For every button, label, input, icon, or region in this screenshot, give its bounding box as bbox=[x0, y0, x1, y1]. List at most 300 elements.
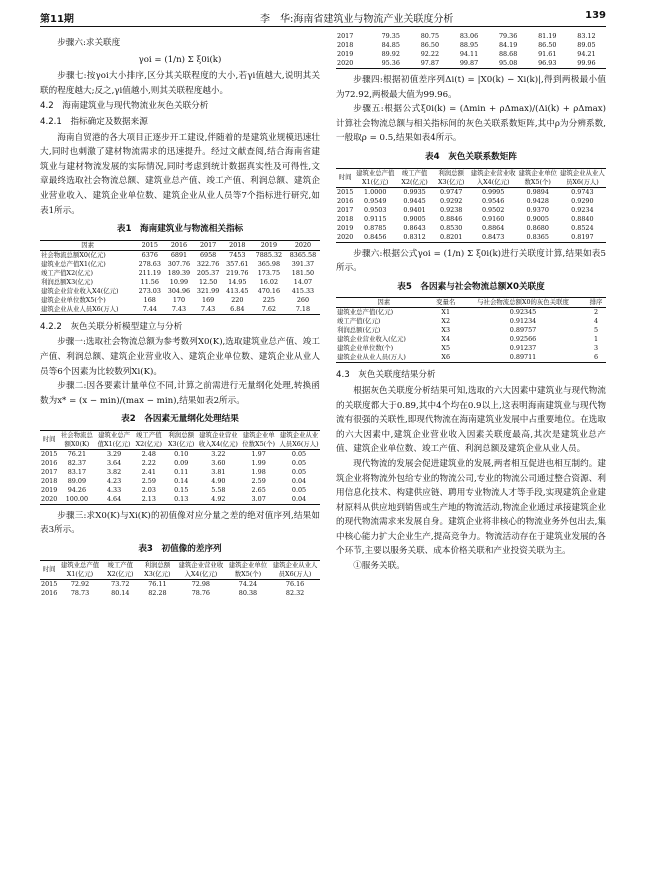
table-cell: 83.12 bbox=[577, 32, 596, 40]
section-4-2-1-paragraph: 海南自贸港的各大项目正逐步开工建设,伴随着的是建筑业规模迅速壮大,同时也刺激了建材物流需求的迅速提升。经过文献查阅,结合海南省建筑业与建材物流发展的实际情况,同时考虑到统计数据真实性及可得性,文章最终选取社会物流总额、建筑业总产值、竣工产值、利润总额、建筑企业营业收入、建筑企业单位数、建筑企业从业人员等7个指标进行研究,如表1所示。 bbox=[40, 132, 320, 216]
table-cell: 79.35 bbox=[381, 32, 400, 40]
table-cell: 0.8312 bbox=[403, 232, 426, 241]
table-cell: 3.60 bbox=[211, 458, 226, 467]
table-cell: 2.13 bbox=[141, 494, 156, 503]
table-cell: 0.8785 bbox=[364, 223, 387, 232]
table-cell: 0.91237 bbox=[509, 344, 537, 353]
table-cell: 0.8201 bbox=[439, 232, 463, 241]
table-cell: 6891 bbox=[170, 250, 188, 259]
table-cell: 321.99 bbox=[196, 286, 220, 295]
table-cell: 88.95 bbox=[459, 41, 479, 49]
table-row bbox=[336, 32, 606, 41]
table-cell: 0.9160 bbox=[481, 214, 505, 223]
table-cell: 0.04 bbox=[291, 494, 307, 503]
table-cell: 307.76 bbox=[167, 259, 191, 268]
table1-header-cell: 因素 bbox=[40, 240, 135, 250]
table5-body bbox=[336, 308, 606, 363]
table-cell: 2.03 bbox=[141, 485, 156, 494]
table-cell: 0.89757 bbox=[509, 326, 537, 335]
table-cell: 89.92 bbox=[381, 50, 400, 58]
table-cell: 96.93 bbox=[538, 59, 557, 67]
table-row bbox=[40, 579, 320, 589]
table-cell: 7.44 bbox=[142, 304, 157, 313]
table-cell: 219.76 bbox=[226, 268, 249, 277]
table-cell: 0.9503 bbox=[364, 205, 387, 214]
table-cell: 0.9549 bbox=[364, 196, 387, 205]
table-cell: 0.9428 bbox=[526, 196, 549, 205]
table-cell: 89.05 bbox=[577, 41, 596, 49]
table-cell: 1 bbox=[594, 335, 599, 344]
table-cell: 0.8530 bbox=[439, 223, 463, 232]
table1-header-cell: 2018 bbox=[223, 240, 252, 250]
table-cell: 0.04 bbox=[291, 476, 307, 485]
table2-body bbox=[40, 449, 320, 504]
table-cell: 2018 bbox=[337, 41, 354, 49]
step1-text: 步骤一:选取社会物流总额为参考数列X0(K),选取建筑业总产值、竣工产值、利润总额、建筑企业营业收入、建筑企业单位数、建筑企业从业人员等6个因素为比较数列Xi(K)。 bbox=[40, 337, 320, 377]
table-cell: 82.37 bbox=[67, 458, 87, 467]
table-cell: 0.9290 bbox=[571, 196, 594, 205]
table-row bbox=[40, 269, 320, 278]
table-cell: 0.8473 bbox=[481, 232, 505, 241]
table-cell: 3.22 bbox=[211, 449, 226, 458]
table-cell: 0.09 bbox=[174, 458, 189, 467]
table-cell: 2019 bbox=[41, 485, 58, 494]
table-cell: 94.21 bbox=[577, 50, 596, 58]
table-cell: 0.9292 bbox=[439, 196, 463, 205]
table-cell: 2016 bbox=[337, 196, 354, 205]
table5-header-cell: 排序 bbox=[586, 298, 606, 308]
table1-body bbox=[40, 250, 320, 314]
table-cell: 211.19 bbox=[138, 268, 161, 277]
table-cell: 14.95 bbox=[228, 277, 247, 286]
table-cell: 0.14 bbox=[174, 476, 189, 485]
table-cell: 7.62 bbox=[261, 304, 276, 313]
table2-header-cell: 建筑企业营业收入X4(亿元) bbox=[198, 430, 238, 448]
table-cell: 3 bbox=[594, 344, 599, 353]
table-cell: 2019 bbox=[337, 50, 354, 58]
table-cell: 0.8840 bbox=[571, 214, 594, 223]
table-cell: 78.76 bbox=[191, 588, 210, 597]
table-row bbox=[336, 206, 606, 215]
table-cell: 365.98 bbox=[257, 259, 281, 268]
table1-header-cell: 2020 bbox=[286, 240, 320, 250]
table-row bbox=[336, 326, 606, 335]
table-cell: 2.48 bbox=[141, 449, 156, 458]
table-cell: 0.05 bbox=[291, 449, 307, 458]
table-row bbox=[40, 278, 320, 287]
table4-header-cell: 建筑企业从业人员X6(万人) bbox=[559, 168, 605, 186]
table-cell: 0.92345 bbox=[509, 308, 537, 317]
table-cell: 304.96 bbox=[167, 286, 191, 295]
table-cell: 2015 bbox=[41, 449, 58, 458]
table-cell: 95.08 bbox=[498, 59, 518, 67]
table-cell: 建筑业总产值X1(亿元) bbox=[41, 259, 106, 268]
table-row bbox=[336, 335, 606, 344]
table-cell: 470.16 bbox=[257, 286, 281, 295]
table-cell: 0.9370 bbox=[526, 205, 549, 214]
table-row bbox=[336, 224, 606, 233]
table-row bbox=[40, 305, 320, 315]
table2-header-cell: 竣工产值X2(亿元) bbox=[133, 430, 165, 449]
table2 bbox=[40, 430, 320, 505]
table-cell: 1.97 bbox=[251, 449, 266, 458]
table-cell: 2018 bbox=[337, 214, 354, 223]
table-cell: 76.11 bbox=[148, 579, 167, 588]
table-cell: 6376 bbox=[141, 250, 158, 259]
table-cell: 2.59 bbox=[141, 476, 156, 485]
table-cell: 322.76 bbox=[196, 259, 220, 268]
table4-caption: 表4 灰色关联系数矩阵 bbox=[425, 151, 517, 162]
step7-text: 步骤七:按γoi大小排序,区分其关联程度的大小,若γi值越大,说明其关联的程度越大;反之,γi值越小,则其关联程度越小。 bbox=[40, 71, 320, 96]
table-cell: 220 bbox=[231, 295, 244, 304]
table-cell: 7.43 bbox=[171, 304, 187, 313]
table-cell: 10.99 bbox=[169, 277, 189, 286]
table-cell: 2020 bbox=[41, 494, 58, 503]
table-cell: 建筑企业单位数(个) bbox=[337, 344, 394, 353]
table-cell: X2 bbox=[441, 317, 451, 326]
table-cell: 86.50 bbox=[420, 41, 440, 49]
table4-header-cell: 建筑企业营业收入X4(亿元) bbox=[470, 168, 516, 186]
table-cell: 3.64 bbox=[106, 458, 122, 467]
table-cell: 2020 bbox=[337, 232, 354, 241]
table3-header-cell: 建筑企业从业人员X6(万人) bbox=[270, 560, 320, 579]
table-row bbox=[336, 187, 606, 197]
table-cell: 2017 bbox=[337, 205, 354, 214]
table-cell: 278.63 bbox=[138, 259, 161, 268]
table-cell: 0.92566 bbox=[509, 335, 537, 344]
table-cell: 4 bbox=[594, 317, 599, 326]
right-column bbox=[336, 32, 606, 574]
table-cell: 6.84 bbox=[230, 304, 245, 313]
table-cell: 1.0000 bbox=[364, 187, 387, 196]
table-cell: 2.65 bbox=[251, 485, 266, 494]
table-cell: 4.33 bbox=[106, 485, 122, 494]
section-4-2-heading: 4.2 海南建筑业与现代物流业灰色关联分析 bbox=[40, 101, 209, 112]
table-cell: 0.9115 bbox=[364, 214, 387, 223]
table-cell: 0.9546 bbox=[481, 196, 505, 205]
table-cell: 0.05 bbox=[291, 458, 307, 467]
table-cell: 73.72 bbox=[111, 579, 130, 588]
table2-header-cell: 建筑企业单位数X5(个) bbox=[239, 430, 278, 449]
table-cell: 0.9234 bbox=[571, 205, 594, 214]
table-row bbox=[336, 317, 606, 326]
table3-header-cell: 利润总额X3(亿元) bbox=[139, 560, 176, 579]
table-cell: 建筑企业从业人员X6(万人) bbox=[41, 304, 119, 313]
table-row bbox=[336, 197, 606, 206]
table-row bbox=[40, 477, 320, 486]
table-cell: 391.37 bbox=[291, 259, 315, 268]
table-cell: 91.61 bbox=[538, 50, 557, 58]
table-row bbox=[336, 344, 606, 353]
table-cell: 0.9401 bbox=[403, 205, 426, 214]
table-cell: X4 bbox=[441, 335, 451, 344]
table-cell: 0.8365 bbox=[526, 232, 549, 241]
table-row bbox=[40, 296, 320, 305]
table-cell: 92.22 bbox=[420, 50, 440, 58]
table-row bbox=[40, 468, 320, 477]
table2-header-cell: 建筑业总产值X1(亿元) bbox=[95, 430, 132, 449]
table1-header-cell: 2016 bbox=[164, 240, 193, 250]
table-cell: 12.50 bbox=[198, 277, 218, 286]
table-cell: 84.19 bbox=[498, 41, 518, 49]
section-4-2-2-heading: 4.2.2 灰色关联分析模型建立与分析 bbox=[40, 321, 183, 332]
table-cell: 5.58 bbox=[211, 485, 226, 494]
table-row bbox=[336, 41, 606, 50]
table-cell: 260 bbox=[296, 295, 310, 304]
table-cell: 83.06 bbox=[459, 32, 479, 40]
table-cell: 94.26 bbox=[67, 485, 87, 494]
table-cell: 0.9445 bbox=[403, 196, 426, 205]
table-cell: 4.90 bbox=[211, 476, 226, 485]
table4-header-cell: 建筑企业单位数X5(个) bbox=[518, 168, 557, 186]
table-cell: 81.19 bbox=[538, 32, 557, 40]
table3-continued bbox=[336, 32, 606, 69]
table-cell: 0.8524 bbox=[571, 223, 594, 232]
table-row bbox=[336, 59, 606, 69]
table-cell: 78.73 bbox=[70, 588, 90, 597]
table-cell: 2019 bbox=[337, 223, 354, 232]
table5-header-cell: 与社会物流总额X0的灰色关联度 bbox=[460, 298, 586, 308]
table4-header-cell: 利润总额X3(亿元) bbox=[433, 168, 470, 187]
table-row bbox=[40, 495, 320, 505]
table5 bbox=[336, 297, 606, 363]
table-cell: 0.8643 bbox=[403, 223, 426, 232]
table-cell: 72.98 bbox=[191, 579, 210, 588]
table-cell: 74.24 bbox=[238, 579, 258, 588]
table4-header-cell: 竣工产值X2(亿元) bbox=[396, 168, 433, 187]
step4-text: 步骤四:根据初值差序列Δi(t) = |X0(k) − Xi(k)|,得到两极最小值为72.92,两极最大值为99.96。 bbox=[336, 75, 606, 100]
table2-header-cell: 利润总额X3(亿元) bbox=[165, 430, 197, 449]
table-cell: X3 bbox=[441, 326, 451, 335]
table-cell: 7.43 bbox=[201, 304, 216, 313]
table-row bbox=[336, 353, 606, 363]
table-cell: 0.05 bbox=[291, 467, 307, 476]
table-cell: 16.02 bbox=[259, 277, 279, 286]
table-row bbox=[40, 260, 320, 269]
table-cell: 76.16 bbox=[285, 579, 305, 588]
table-cell: 3.82 bbox=[106, 467, 122, 476]
table1-caption: 表1 海南建筑业与物流相关指标 bbox=[116, 224, 244, 235]
table-cell: 0.15 bbox=[174, 485, 189, 494]
table-cell: 2018 bbox=[41, 476, 58, 485]
table-cell: 1.98 bbox=[251, 467, 266, 476]
table-cell: 3.07 bbox=[251, 494, 266, 503]
table-cell: 415.33 bbox=[291, 286, 315, 295]
table-row bbox=[40, 449, 320, 459]
table1-header-cell: 2017 bbox=[194, 240, 223, 250]
service-association-item: ①服务关联。 bbox=[353, 561, 405, 572]
table-cell: 82.32 bbox=[285, 588, 305, 597]
table-cell: 181.50 bbox=[291, 268, 315, 277]
table2-header-cell: 建筑企业从业人员X6(万人) bbox=[279, 430, 319, 448]
table-cell: 80.38 bbox=[238, 588, 258, 597]
step6-text: 步骤六:根据公式γoi = (1/n) Σ ξ0i(k)进行关联度计算,结果如表5所示。 bbox=[336, 248, 606, 274]
table-cell: 169 bbox=[202, 295, 215, 304]
table1 bbox=[40, 240, 320, 315]
section-4-2-1-heading: 4.2.1 指标确定及数据来源 bbox=[40, 116, 148, 127]
table-cell: 2020 bbox=[337, 59, 354, 67]
table-cell: 8365.58 bbox=[289, 250, 317, 259]
table-cell: 0.9894 bbox=[526, 187, 549, 196]
page-number: 139 bbox=[585, 10, 606, 21]
table-row bbox=[40, 459, 320, 468]
table-cell: 76.21 bbox=[67, 449, 87, 458]
table4-header-cell: 时间 bbox=[336, 168, 354, 187]
table4 bbox=[336, 168, 606, 243]
table-row bbox=[336, 50, 606, 59]
table2-header-cell: 时间 bbox=[40, 430, 58, 449]
table-cell: 建筑企业单位数X5(个) bbox=[41, 295, 106, 304]
table-cell: 79.36 bbox=[498, 32, 518, 40]
left-column bbox=[40, 36, 320, 598]
step2-text: 步骤二:因各要素计量单位不同,计算之前需进行无量纲化处理,转换函数为x* = (x − min)/(max − min),结果如表2所示。 bbox=[40, 381, 320, 406]
table-cell: 4.23 bbox=[106, 476, 122, 485]
table-cell: 89.09 bbox=[67, 476, 87, 485]
table3-header-cell: 建筑业总产值X1(亿元) bbox=[58, 560, 101, 579]
table-cell: 0.8680 bbox=[526, 223, 549, 232]
table-cell: 利润总额(亿元) bbox=[337, 326, 381, 335]
header-rule bbox=[40, 26, 606, 27]
table-cell: 建筑业总产值(亿元) bbox=[337, 308, 394, 317]
table-cell: 6 bbox=[594, 353, 599, 362]
table-cell: 7453 bbox=[229, 250, 246, 259]
table-cell: 94.11 bbox=[459, 50, 479, 58]
table-cell: 189.39 bbox=[167, 268, 191, 277]
table-cell: 84.85 bbox=[381, 41, 400, 49]
table-cell: 0.13 bbox=[174, 494, 189, 503]
section-4-3-paragraph-1: 根据灰色关联度分析结果可知,选取的六大因素中建筑业与现代物流的关联度都大于0.89,其中4个均在0.9以上,这表明海南建筑业与现代物流有很强的关联性,即现代物流在海南建筑业发展中占重要地位。在选取的六大因素中,建筑企业营业收入因素关联度最高,其次是建筑业总产值、建筑企业单位数、竣工产值、利润总额及建筑企业从业人员。 bbox=[336, 385, 606, 455]
table3-caption: 表3 初值像的差序列 bbox=[138, 544, 222, 555]
table2-header-cell: 社会物流总额X0(K) bbox=[58, 430, 95, 449]
table-cell: 0.9005 bbox=[526, 214, 549, 223]
table-cell: 1.99 bbox=[251, 458, 266, 467]
table-cell: 建筑企业营业收入(亿元) bbox=[337, 335, 406, 344]
table-cell: 357.61 bbox=[226, 259, 249, 268]
table-cell: 0.91234 bbox=[509, 317, 537, 326]
table-cell: 168 bbox=[143, 295, 156, 304]
table-cell: 2016 bbox=[41, 458, 58, 467]
section-4-3-heading: 4.3 灰色关联度结果分析 bbox=[336, 370, 436, 381]
issue-number: 第11期 bbox=[40, 14, 74, 25]
table-cell: 99.87 bbox=[459, 59, 479, 67]
table-cell: X1 bbox=[441, 308, 451, 317]
table-cell: 4.92 bbox=[211, 494, 226, 503]
table-cell: 2015 bbox=[337, 187, 354, 196]
table-cell: 建筑企业从业人员(万人) bbox=[337, 353, 406, 362]
table-cell: 0.8456 bbox=[364, 232, 387, 241]
table-cell: 2017 bbox=[41, 467, 58, 476]
table1-header-cell: 2015 bbox=[135, 240, 164, 250]
table-row bbox=[40, 589, 320, 598]
table-cell: 0.8864 bbox=[481, 223, 505, 232]
running-title: 李 华:海南省建筑业与物流产业关联度分析 bbox=[260, 14, 454, 25]
table-cell: 0.9747 bbox=[439, 187, 463, 196]
table3-header-cell: 建筑企业单位数X5(个) bbox=[226, 560, 270, 579]
table-cell: 2016 bbox=[41, 588, 58, 597]
table-cell: 0.9995 bbox=[481, 187, 505, 196]
step6-intro: 步骤六:求关联度 bbox=[57, 38, 121, 48]
table-row bbox=[336, 233, 606, 243]
table-cell: 0.89711 bbox=[509, 353, 537, 362]
section-4-3-paragraph-2: 现代物流的发展会促进建筑业的发展,两者相互促进也相互制约。建筑企业将物流外包给专业的物流公司,专业的物流公司通过整合资源、利用信息化技术、构建供应链、聘用专业物流人才等手段,实现建筑企业建材原料从供应地到销售或生产地的物流活动,物流企业通过承接建筑企业的现代物流需求来发展自身。建筑企业将非核心的物流业务外包出去,集中核心能力扩大企业生产,提高竞争力。物流活动存在于建筑业发展的各个环节,主要以服务关联、成本价格关联和产业投资关联为主。 bbox=[336, 458, 606, 557]
running-header bbox=[40, 8, 606, 26]
table-cell: 7885.32 bbox=[255, 250, 283, 259]
table-cell: 173.75 bbox=[257, 268, 281, 277]
table-cell: 7.18 bbox=[295, 304, 311, 313]
table-cell: 225 bbox=[262, 295, 275, 304]
table-cell: 80.75 bbox=[420, 32, 440, 40]
table-row bbox=[336, 308, 606, 318]
table3-header-cell: 时间 bbox=[40, 560, 58, 579]
table-cell: 2.59 bbox=[251, 476, 266, 485]
table-cell: X5 bbox=[441, 344, 451, 353]
table-cell: 273.03 bbox=[138, 286, 161, 295]
table5-header-cell: 因素 bbox=[336, 298, 431, 308]
table-cell: X6 bbox=[441, 353, 451, 362]
table-row bbox=[40, 250, 320, 260]
formula-gamma: γoi = (1/n) Σ ξ0i(k) bbox=[138, 54, 222, 65]
table-row bbox=[336, 215, 606, 224]
table1-header-cell: 2019 bbox=[252, 240, 286, 250]
table-cell: 80.14 bbox=[111, 588, 130, 597]
table-cell: 2 bbox=[594, 308, 599, 317]
table-cell: 2.22 bbox=[141, 458, 156, 467]
table-cell: 5 bbox=[594, 326, 599, 335]
table3-header-cell: 竣工产值X2(亿元) bbox=[102, 560, 139, 579]
table-cell: 82.28 bbox=[148, 588, 167, 597]
table-cell: 2017 bbox=[337, 32, 354, 40]
table-cell: 竣工产值X2(亿元) bbox=[41, 268, 93, 277]
table-cell: 0.8846 bbox=[439, 214, 463, 223]
table-cell: 86.50 bbox=[538, 41, 557, 49]
table-cell: 2015 bbox=[41, 579, 58, 588]
table-cell: 72.92 bbox=[70, 579, 90, 588]
table-cell: 6958 bbox=[199, 250, 217, 259]
table4-header-cell: 建筑业总产值X1(亿元) bbox=[356, 168, 395, 186]
table3-body bbox=[40, 579, 320, 598]
table-cell: 88.68 bbox=[498, 50, 518, 58]
table4-body bbox=[336, 187, 606, 242]
table-row bbox=[40, 486, 320, 495]
table-cell: 14.07 bbox=[293, 277, 313, 286]
table-cell: 0.9502 bbox=[481, 205, 505, 214]
table2-caption: 表2 各因素无量纲化处理结果 bbox=[121, 414, 239, 425]
step3-text: 步骤三:求X0(K)与Xi(K)的初值像对应分量之差的绝对值序列,结果如表3所示。 bbox=[40, 510, 320, 536]
table-cell: 0.9238 bbox=[439, 205, 463, 214]
table-cell: 0.9935 bbox=[403, 187, 426, 196]
table-cell: 2.41 bbox=[141, 467, 156, 476]
table-cell: 0.9743 bbox=[571, 187, 594, 196]
table3-continued-body bbox=[336, 32, 606, 69]
table-cell: 205.37 bbox=[196, 268, 220, 277]
table-cell: 利润总额X3(亿元) bbox=[41, 277, 93, 286]
table-cell: 0.05 bbox=[291, 485, 307, 494]
table-cell: 0.11 bbox=[174, 467, 189, 476]
table-cell: 100.00 bbox=[65, 494, 89, 503]
table-cell: 0.9005 bbox=[403, 214, 426, 223]
table3 bbox=[40, 560, 320, 598]
table3-header-cell: 建筑企业营业收入X4(亿元) bbox=[176, 560, 226, 579]
table-row bbox=[40, 287, 320, 296]
table-cell: 97.87 bbox=[420, 59, 440, 67]
table5-caption: 表5 各因素与社会物流总额X0关联度 bbox=[397, 281, 545, 292]
table-cell: 社会物流总额X0(亿元) bbox=[41, 250, 106, 259]
table-cell: 99.96 bbox=[577, 59, 596, 67]
table-cell: 建筑企业营业收入X4(亿元) bbox=[41, 286, 119, 295]
table-cell: 83.17 bbox=[67, 467, 87, 476]
table-cell: 竣工产值(亿元) bbox=[337, 317, 381, 326]
table-cell: 11.56 bbox=[140, 277, 159, 286]
